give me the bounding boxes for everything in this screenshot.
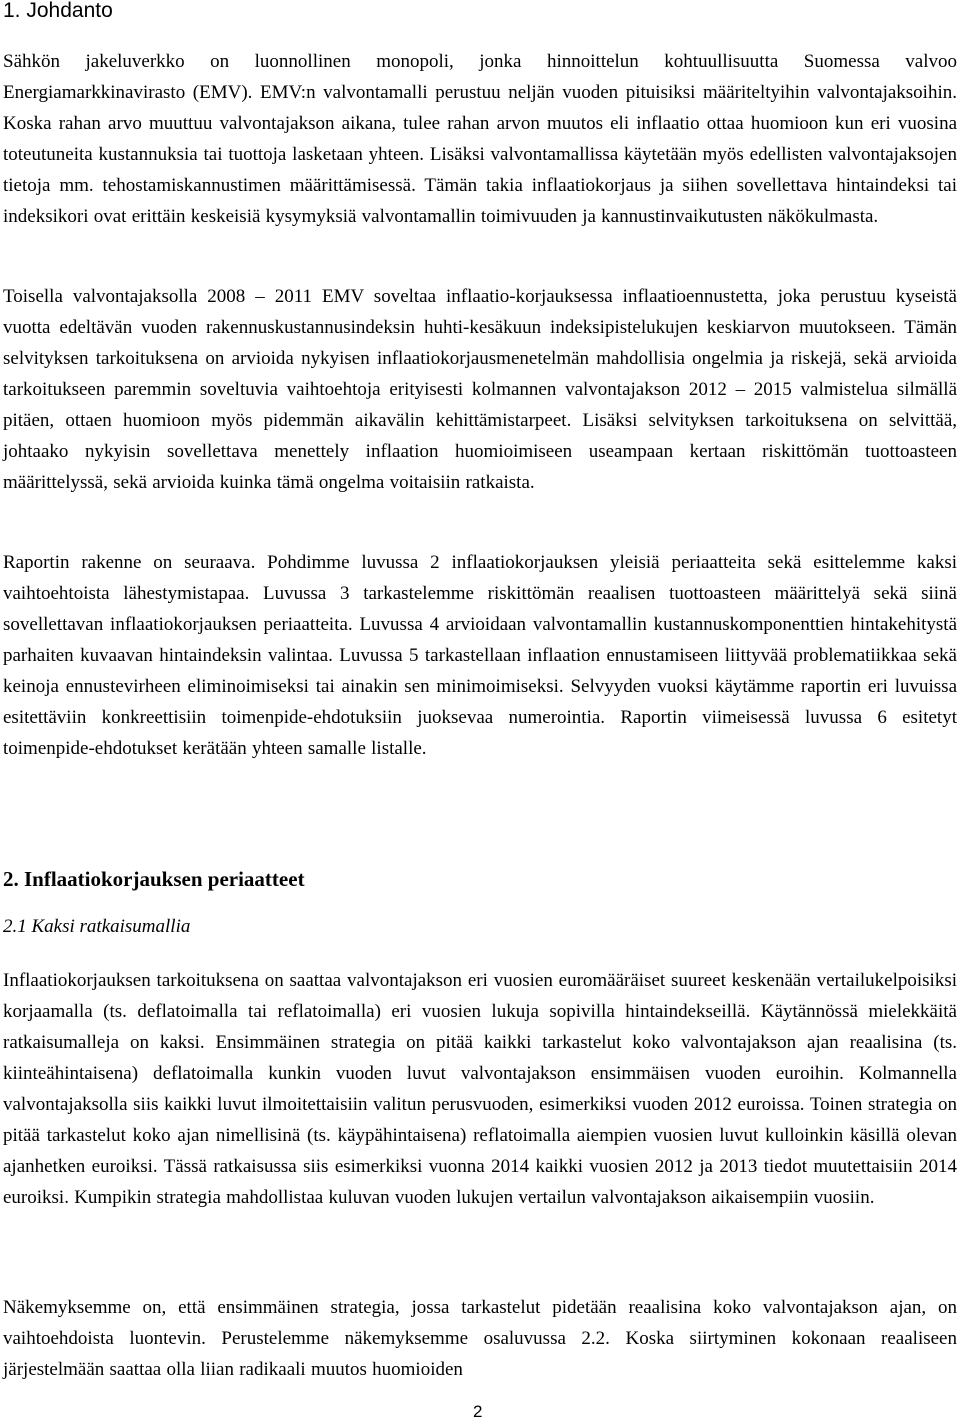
paragraph-two-strategies: Inflaatiokorjauksen tarkoituksena on saattaa valvontajakson eri vuosien euromääräiset suureet keskenään vertailukelpoisiksi korjaamalla (ts. deflatoimalla tai reflatoimalla) eri vuosien lukuja sopivilla hintaindekseillä. Käytännössä mielekkäitä ratkaisumalleja on kaksi. Ensimmäinen strategia on pitää kaikki tarkastelut koko valvontajakson ajan reaalisina (ts. kiinteähintaisena) deflatoimalla kunkin vuoden luvut valvontajakson ensimmäisen vuoden euroihin. Kolmannella valvontajaksolla siis kaikki luvut ilmoitettaisiin valitun perusvuoden, esimerkiksi vuoden 2012 euroissa. Toinen strategia on pitää tarkastelut koko ajan nimellisinä (ts. käypähintaisena) reflatoimalla aiempien vuosien luvut kulloinkin käsillä olevan ajanhetken euroiksi. Tässä ratkaisussa siis esimerkiksi vuonna 2014 kaikki vuosien 2012 ja 2013 tiedot muutettaisiin 2014 euroiksi. Kumpikin strategia mahdollistaa kuluvan vuoden lukujen vertailun valvontajakson aikaisempiin vuosiin. bbox=[3, 970, 957, 1208]
paragraph-intro: Sähkön jakeluverkko on luonnollinen monopoli, jonka hinnoittelun kohtuullisuutta Suomessa valvoo Energiamarkkinavirasto (EMV). EMV:n valvontamalli perustuu neljän vuoden pituisiksi määriteltyihin valvontajaksoihin. Koska rahan arvo muuttuu valvontajakson aikana, tulee rahan arvon muutos eli inflaatio ottaa huomioon kun eri vuosina toteutuneita kustannuksia tai tuottoja lasketaan yhteen. Lisäksi valvontamallissa käytetään myös edellisten valvontajaksojen tietoja mm. tehostamiskannustimen määrittämisessä. Tämän takia inflaatiokorjaus ja siihen sovellettava hintaindeksi tai indeksikori ovat erittäin keskeisiä kysymyksiä valvontamallin toimivuuden ja kannustinvaikutusten näkökulmasta. bbox=[3, 51, 957, 227]
section-heading-inflation-principles: 2. Inflaatiokorjauksen periaatteet bbox=[3, 867, 305, 891]
paragraph-our-view: Näkemyksemme on, että ensimmäinen strategia, jossa tarkastelut pidetään reaalisina koko valvontajakson ajan, on vaihtoehdoista luontevin. Perustelemme näkemyksemme osaluvussa 2.2. Koska siirtyminen kokonaan reaaliseen järjestelmään saattaa olla liian radikaali muutos huomioiden bbox=[3, 1297, 957, 1380]
paragraph-second-period: Toisella valvontajaksolla 2008 – 2011 EMV soveltaa inflaatio-korjauksessa inflaatioennustetta, joka perustuu kyseistä vuotta edeltävän vuoden rakennuskustannusindeksin huhti-kesäkuun indeksipistelukujen keskiarvon muutokseen. Tämän selvityksen tarkoituksena on arvioida nykyisen inflaatiokorjausmenetelmän mahdollisia ongelmia ja riskejä, sekä arvioida tarkoitukseen paremmin soveltuvia vaihtoehtoja erityisesti kolmannen valvontajakson 2012 – 2015 valmistelua silmällä pitäen, ottaen huomioon myös pidemmän aikavälin kehittämistarpeet. Lisäksi selvityksen tarkoituksena on selvittää, johtaako nykyisin sovellettava menettely inflaation huomioimiseen useampaan kertaan riskittömän tuottoasteen määrittelyssä, sekä arvioida kuinka tämä ongelma voitaisiin ratkaista. bbox=[3, 286, 957, 493]
document-page bbox=[3, 0, 957, 1425]
page-number: 2 bbox=[473, 1402, 483, 1421]
section-heading-johdanto: 1. Johdanto bbox=[3, 0, 113, 22]
subsection-heading-two-models: 2.1 Kaksi ratkaisumallia bbox=[3, 916, 191, 937]
paragraph-report-structure: Raportin rakenne on seuraava. Pohdimme luvussa 2 inflaatiokorjauksen yleisiä periaatteita sekä esittelemme kaksi vaihtoehtoista lähestymistapaa. Luvussa 3 tarkastelemme riskittömän reaalisen tuottoasteen määrittelyä sekä siinä sovellettavan inflaatiokorjauksen periaatteita. Luvussa 4 arvioidaan valvontamallin kustannuskomponenttien hintakehitystä parhaiten kuvaavan hintaindeksin valintaa. Luvussa 5 tarkastellaan inflaation ennustamiseen liittyvää problematiikkaa sekä keinoja ennustevirheen eliminoimiseksi tai ainakin sen minimoimiseksi. Selvyyden vuoksi käytämme raportin eri luvuissa esitettäviin konkreettisiin toimenpide-ehdotuksiin juoksevaa numerointia. Raportin viimeisessä luvussa 6 esitetyt toimenpide-ehdotukset kerätään yhteen samalle listalle. bbox=[3, 552, 957, 759]
